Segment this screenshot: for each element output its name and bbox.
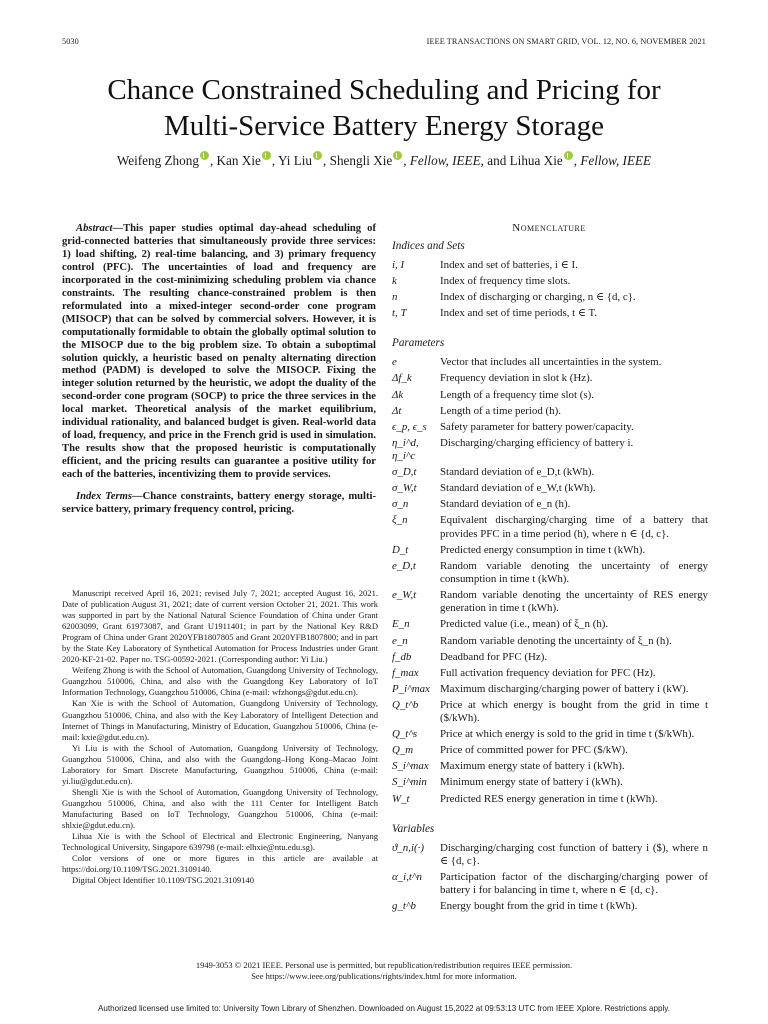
page-number: 5030: [62, 37, 79, 46]
footnote: Yi Liu is with the School of Automation, Guangdong University of Technology, Guangzhou 510006, China, and also with the Guangdong–Hong Kong–Macao Joint Laboratory for Smart Discrete Manufacturing, Guangzhou 510006, China (e-mail: yi.liu@gdut.edu.cn).: [62, 742, 378, 786]
orcid-icon[interactable]: [564, 151, 573, 160]
nomenclature-row: [390, 372, 708, 385]
footnote: Shengli Xie is with the School of Automation, Guangdong University of Technology, Guangzhou 510006, China, and also with the 111 Center for Intelligent Batch Manufacturing Based on IoT Technology, Guangzhou 510006, China (e-mail: shlxie@gdut.edu.cn).: [62, 786, 378, 830]
nomenclature-definition: Minimum energy state of battery i (kWh).: [440, 776, 623, 789]
nomenclature-row: [390, 842, 708, 868]
nomenclature-row: [390, 900, 708, 913]
nomenclature-symbol: S_i^max: [392, 760, 429, 773]
nomenclature-symbol: E_n: [392, 618, 410, 631]
footnote: Color versions of one or more figures in this article are available at https://doi.org/10.1109/TSG.2021.3109140.: [62, 853, 378, 875]
nomenclature-section-title: Parameters: [392, 337, 445, 350]
footnote: Weifeng Zhong is with the School of Automation, Guangdong University of Technology, Guangzhou 510006, China, and also with the Guangdong Key Laboratory of IoT Information Technology, Guangzhou 510006, China (e-mail: wfzhongs@gdut.edu.cn).: [62, 665, 378, 698]
author-separator: ,: [271, 153, 278, 168]
nomenclature-symbol: σ_n: [392, 498, 409, 511]
nomenclature-definition: Price at which energy is sold to the grid in time t ($/kWh).: [440, 728, 695, 741]
nomenclature-symbol: Q_t^s: [392, 728, 418, 741]
author-fellow: Fellow, IEEE: [580, 153, 652, 168]
nomenclature-symbol: t, T: [392, 307, 407, 320]
index-terms: [62, 491, 376, 517]
nomenclature-definition: Standard deviation of e_D,t (kWh).: [440, 466, 595, 479]
nomenclature-row: [390, 728, 708, 741]
nomenclature-definition: Full activation frequency deviation for PFC (Hz).: [440, 666, 656, 679]
author-name: Kan Xie: [216, 153, 261, 168]
nomenclature-symbol: e_D,t: [392, 559, 416, 572]
nomenclature-definition: Index of discharging or charging, n ∈ {d, c}.: [440, 291, 636, 304]
nomenclature-row: [390, 307, 708, 320]
nomenclature-definition: Equivalent discharging/charging time of a battery that provides PFC in a time period (h), where n ∈ {d, c}.: [440, 514, 708, 540]
nomenclature-symbol: σ_W,t: [392, 482, 417, 495]
author-name: Lihua Xie: [509, 153, 563, 168]
nomenclature-row: [390, 760, 708, 773]
nomenclature-row: [390, 699, 708, 725]
nomenclature-definition: Maximum discharging/charging power of battery i (kW).: [440, 682, 689, 695]
title-line-1: Chance Constrained Scheduling and Pricing for: [107, 74, 661, 106]
paper-title: [40, 72, 728, 144]
nomenclature-row: [390, 514, 708, 540]
nomenclature: [390, 222, 708, 916]
nomenclature-definition: Index and set of time periods, t ∈ T.: [440, 307, 598, 320]
nomenclature-definition: Price at which energy is bought from the grid in time t ($/kWh).: [440, 698, 708, 725]
nomenclature-symbol: S_i^min: [392, 776, 427, 789]
nomenclature-definition: Standard deviation of e_W,t (kWh).: [440, 482, 596, 495]
nomenclature-body: [390, 240, 708, 913]
nomenclature-symbol: P_i^max: [392, 682, 430, 695]
author-name: Weifeng Zhong: [116, 153, 199, 168]
author-separator: ,: [323, 153, 330, 168]
nomenclature-row: [390, 466, 708, 479]
nomenclature-symbol: W_t: [392, 792, 410, 805]
nomenclature-definition: Predicted energy consumption in time t (kWh).: [440, 543, 646, 556]
author-fellow: Fellow, IEEE: [409, 153, 481, 168]
nomenclature-definition: Standard deviation of e_n (h).: [440, 498, 571, 511]
nomenclature-symbol: η_i^d, η_i^c: [392, 436, 419, 463]
footnotes: [62, 588, 378, 886]
nomenclature-definition: Maximum energy state of battery i (kWh).: [440, 760, 625, 773]
nomenclature-row: [390, 405, 708, 418]
author-and: , and: [480, 153, 510, 168]
nomenclature-symbol: n: [392, 291, 398, 304]
nomenclature-definition: Random variable denoting the uncertainty of energy consumption in time t (kWh).: [440, 559, 708, 586]
nomenclature-symbol: f_max: [392, 666, 419, 679]
nomenclature-definition: Safety parameter for battery power/capacity.: [440, 420, 634, 433]
nomenclature-symbol: f_db: [392, 650, 412, 663]
nomenclature-row: [390, 651, 708, 664]
abstract-text: —This paper studies optimal day-ahead scheduling of grid-connected batteries that simultaneously provide three services: 1) load shifting, 2) real-time balancing, and 3) primary frequency control (PFC). The uncertainties of load and frequency are incorporated in the cost-minimizing scheduling problem via chance constraints. The resulting chance-constrained problem is then reformulated into a mixed-integer second-order cone program (MISOCP) that can be solved by commercial solvers. However, it is computationally formidable to obtain the globally optimal solution to the MISOCP due to the big problem size. To obtain a suboptimal solution quickly, a heuristic based on penalty alternating direction method (PADM) is developed to solve the MISOCP. Fixing the integer solution returned by the heuristic, we adopt the duality of the second-order cone program (SOCP) to price the three services in the local market. Theoretical analysis of the market equilibrium, individual rationality, and balanced budget is given. Real-world data of load, frequency, and price in the French grid is used in simulation. The results show that the proposed heuristic is computationally efficient, and the pricing results can guarantee a positive utility for each of the batteries, incentivizing them to provide services.: [62, 223, 376, 481]
orcid-icon[interactable]: [262, 151, 271, 160]
nomenclature-row: [390, 544, 708, 557]
license-notice: Authorized licensed use limited to: University Town Library of Shenzhen. Downloaded on August 15,2022 at 09:53:13 UTC from IEEE Xplore. Restrictions apply.: [98, 1004, 670, 1013]
copyright-notice: [0, 960, 768, 981]
nomenclature-symbol: σ_D,t: [392, 466, 417, 479]
author-name: Shengli Xie: [329, 153, 393, 168]
orcid-icon[interactable]: [393, 151, 402, 160]
nomenclature-symbol: ϑ_n,i(·): [392, 841, 424, 854]
footnote: Manuscript received April 16, 2021; revised July 7, 2021; accepted August 16, 2021. Date of publication August 31, 2021; date of current version October 21, 2021. This work was supported in part by the National Natural Science Foundation of China under Grant 62003099, Grant 61973087, and Grant U1911401; in part by the National Key R&D Program of China under Grant 2020YFB1807805 and Grant 2020YFB1807800; and in part by the State Key Laboratory of Synthetical Automation for Process Industries under Grant 2020-KF-21-02. Paper no. TSG-00592-2021. (Corresponding author: Yi Liu.): [62, 588, 378, 665]
nomenclature-definition: Length of a time period (h).: [440, 404, 561, 417]
nomenclature-row: [390, 560, 708, 586]
nomenclature-definition: Index of frequency time slots.: [440, 275, 571, 288]
footnote: Lihua Xie is with the School of Electrical and Electronic Engineering, Nanyang Technological University, Singapore 639798 (e-mail: elhxie@ntu.edu.sg).: [62, 831, 378, 853]
nomenclature-section-title: Variables: [392, 822, 435, 835]
nomenclature-symbol: ϵ_p, ϵ_s: [392, 420, 427, 433]
nomenclature-definition: Index and set of batteries, i ∈ I.: [440, 259, 578, 271]
nomenclature-row: [390, 421, 708, 434]
nomenclature-definition: Participation factor of the discharging/charging power of battery i for balancing in time t, where n ∈ {d, c}.: [440, 870, 708, 897]
nomenclature-row: [390, 259, 708, 272]
nomenclature-section-title: Indices and Sets: [392, 240, 465, 252]
nomenclature-title: Nomenclature: [512, 222, 586, 234]
nomenclature-row: [390, 793, 708, 806]
nomenclature-definition: Predicted RES energy generation in time t (kWh).: [440, 792, 658, 805]
nomenclature-row: [390, 635, 708, 648]
nomenclature-definition: Energy bought from the grid in time t (kWh).: [440, 900, 638, 913]
nomenclature-row: [390, 667, 708, 680]
nomenclature-symbol: ξ_n: [392, 514, 408, 527]
nomenclature-row: [390, 482, 708, 495]
nomenclature-row: [390, 275, 708, 288]
nomenclature-symbol: k: [392, 275, 397, 288]
author-separator: ,: [209, 153, 217, 168]
nomenclature-definition: Price of committed power for PFC ($/kW).: [440, 744, 628, 757]
nomenclature-row: [390, 776, 708, 789]
author-separator: ,: [573, 153, 581, 168]
author-name: Yi Liu: [277, 153, 313, 168]
nomenclature-definition: Deadband for PFC (Hz).: [440, 650, 548, 663]
nomenclature-symbol: Δk: [392, 388, 404, 401]
nomenclature-row: [390, 871, 708, 897]
title-line-2: Multi-Service Battery Energy Storage: [164, 110, 604, 142]
nomenclature-row: [390, 389, 708, 402]
author-separator: ,: [403, 153, 410, 168]
nomenclature-row: [390, 744, 708, 757]
nomenclature-definition: Predicted value (i.e., mean) of ξ_n (h).: [440, 618, 609, 631]
copyright-line-1: 1949-3053 © 2021 IEEE. Personal use is permitted, but republication/redistribution requires IEEE permission.: [195, 960, 573, 970]
nomenclature-definition: Vector that includes all uncertainties in the system.: [440, 356, 662, 369]
footnote: Kan Xie is with the School of Automation, Guangdong University of Technology, Guangzhou 510006, China, and also with the Key Laboratory of Intelligent Detection and Internet of Things in Manufacturing, Ministry of Education, Guangzhou 510006, China (e-mail: kxie@gdut.edu.cn).: [62, 698, 378, 742]
orcid-icon[interactable]: [313, 151, 322, 160]
nomenclature-row: [390, 356, 708, 369]
abstract: [62, 223, 376, 482]
footnote: Digital Object Identifier 10.1109/TSG.2021.3109140: [72, 875, 254, 886]
nomenclature-row: [390, 618, 708, 631]
nomenclature-row: [390, 683, 708, 696]
nomenclature-symbol: Q_t^b: [392, 698, 419, 711]
nomenclature-definition: Random variable denoting the uncertainty of ξ_n (h).: [440, 634, 672, 647]
nomenclature-row: [390, 437, 708, 463]
nomenclature-symbol: α_i,t^n: [392, 870, 422, 883]
nomenclature-row: [390, 291, 708, 304]
orcid-icon[interactable]: [200, 151, 209, 160]
nomenclature-definition: Discharging/charging efficiency of battery i.: [440, 436, 634, 449]
abstract-label: Abstract: [76, 223, 113, 234]
nomenclature-symbol: Δf_k: [392, 372, 412, 385]
copyright-line-2: See https://www.ieee.org/publications/rights/index.html for more information.: [251, 970, 517, 981]
index-terms-text: —Chance constraints, battery energy storage, multi-service battery, primary frequency control, pricing.: [62, 491, 376, 516]
nomenclature-definition: Length of a frequency time slot (s).: [440, 388, 594, 401]
section-gap: [390, 323, 708, 337]
journal-header: IEEE TRANSACTIONS ON SMART GRID, VOL. 12, NO. 6, NOVEMBER 2021: [426, 37, 706, 46]
nomenclature-symbol: Δt: [392, 404, 402, 417]
nomenclature-symbol: D_t: [392, 543, 409, 556]
nomenclature-symbol: g_t^b: [392, 900, 416, 913]
nomenclature-definition: Random variable denoting the uncertainty of RES energy generation in time t (kWh).: [440, 589, 708, 615]
index-terms-label: Index Terms: [76, 491, 132, 503]
nomenclature-row: [390, 498, 708, 511]
nomenclature-symbol: e_n: [392, 634, 408, 647]
nomenclature-symbol: Q_m: [392, 744, 414, 757]
nomenclature-definition: Discharging/charging cost function of battery i ($), where n ∈ {d, c}.: [440, 841, 708, 867]
nomenclature-definition: Frequency deviation in slot k (Hz).: [440, 372, 593, 385]
nomenclature-symbol: e: [392, 356, 397, 369]
nomenclature-symbol: i, I: [392, 259, 405, 271]
section-gap: [390, 809, 708, 823]
nomenclature-row: [390, 589, 708, 615]
author-list: [40, 151, 728, 170]
nomenclature-symbol: e_W,t: [392, 589, 417, 602]
left-column: [62, 223, 376, 528]
